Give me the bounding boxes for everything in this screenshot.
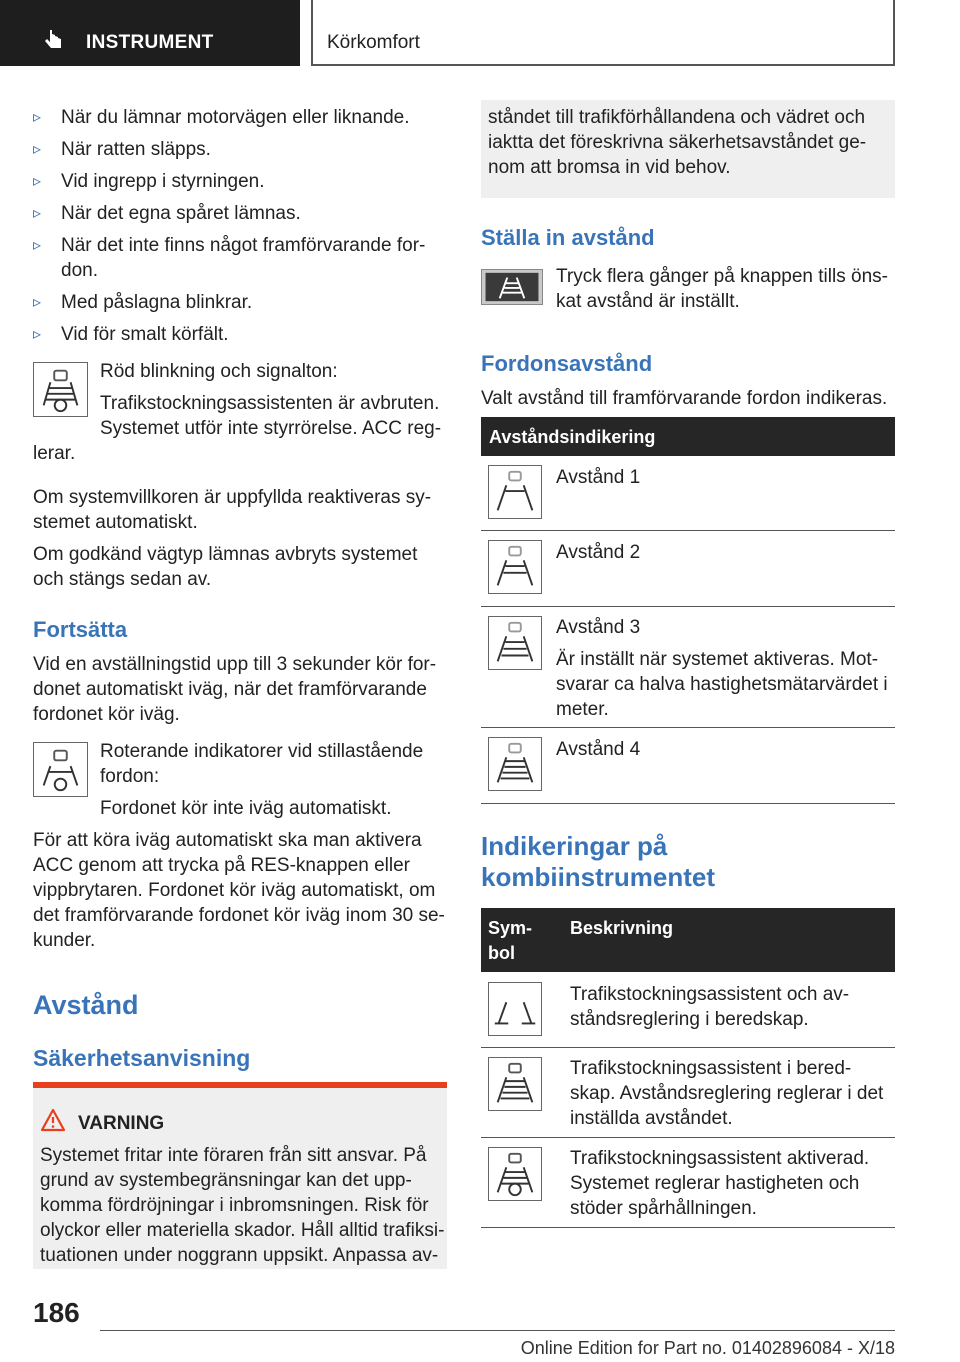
heading-indikeringar: Indikeringar på xyxy=(481,831,668,861)
traffic-jam-standby-icon xyxy=(488,982,542,1036)
fordon-text: Valt avstånd till framförvarande fordon indikeras. xyxy=(481,388,888,409)
paragraph: Vid en avställningstid upp till 3 sekunder kör for- xyxy=(33,654,437,675)
warning-text: grund av systembegränsningar kan det upp- xyxy=(40,1170,412,1191)
chapter-title-box xyxy=(311,0,895,66)
warning-text: nom att bromsa in vid behov. xyxy=(488,157,731,178)
red-blink-text: Systemet utför inte styrrörelse. ACC reg- xyxy=(100,418,442,439)
distance-button-icon xyxy=(481,269,543,305)
heading-avstand: Avstånd xyxy=(33,990,139,1020)
table-divider xyxy=(481,530,895,531)
list-item: ▹ När du lämnar motorvägen eller liknande. xyxy=(33,105,453,130)
rotating-title: fordon: xyxy=(100,766,160,787)
paragraph: Om systemvillkoren är uppfyllda reaktiveras sy- xyxy=(33,487,432,508)
warning-text: tuationen under noggrann uppsikt. Anpassa av- xyxy=(40,1245,439,1266)
table-cell: Trafikstockningsassistent aktiverad. xyxy=(570,1148,870,1169)
table-divider xyxy=(481,1227,895,1228)
table-cell: meter. xyxy=(556,699,609,720)
warning-text: olyckor eller materiella skador. Håll alltid trafiksi- xyxy=(40,1220,445,1241)
table-cell: Avstånd 4 xyxy=(556,739,641,760)
table-divider xyxy=(481,606,895,607)
warning-text: komma fördröjningar i inbromsningen. Risk för xyxy=(40,1195,429,1216)
traffic-jam-standby-regulating-icon xyxy=(488,1057,542,1111)
warning-text: iaktta det föreskrivna säkerhetsavståndet ge- xyxy=(488,132,867,153)
red-blink-text: lerar. xyxy=(33,443,76,464)
table-cell: Trafikstockningsassistent och av- xyxy=(570,984,850,1005)
paragraph: fordonet kör iväg. xyxy=(33,704,180,725)
table-cell: Avstånd 3 xyxy=(556,617,641,638)
heading-fortsatta: Fortsätta xyxy=(33,617,128,642)
table-cell: svarar ca halva hastighetsmätarvärdet i xyxy=(556,674,888,695)
page-number: 186 xyxy=(33,1297,80,1328)
section-tab xyxy=(0,0,300,66)
table-header xyxy=(481,908,895,972)
distance-3-icon xyxy=(488,616,542,670)
column-header-symbol: bol xyxy=(488,943,515,963)
heading-stalla: Ställa in avstånd xyxy=(481,225,655,250)
column-header-symbol: Sym- xyxy=(488,918,533,938)
warning-text: Systemet fritar inte föraren från sitt ansvar. På xyxy=(40,1145,427,1166)
table-header-label: Avståndsindikering xyxy=(489,427,656,447)
table-cell: inställda avståndet. xyxy=(570,1108,733,1129)
table-cell: Avstånd 2 xyxy=(556,542,641,563)
table-divider xyxy=(481,1137,895,1138)
paragraph: kunder. xyxy=(33,930,96,951)
list-item: ▹ När det egna spåret lämnas. xyxy=(33,201,453,226)
rotating-text: Fordonet kör inte iväg automatiskt. xyxy=(100,798,392,819)
chapter-title: Körkomfort xyxy=(327,32,420,53)
table-cell: ståndsreglering i beredskap. xyxy=(570,1009,809,1030)
distance-1-icon xyxy=(488,465,542,519)
table-divider xyxy=(481,727,895,728)
edition-text: Online Edition for Part no. 01402896084 - X/18 xyxy=(520,1338,895,1358)
paragraph: och stängs sedan av. xyxy=(33,569,212,590)
stalla-text: Tryck flera gånger på knappen tills öns- xyxy=(556,266,888,287)
list-item: ▹ När ratten släpps. xyxy=(33,137,453,162)
traffic-jam-assist-stopped-icon xyxy=(33,742,88,797)
list-item: ▹ Vid för smalt körfält. xyxy=(33,322,453,347)
paragraph: det framförvarande fordonet kör iväg inom 30 se- xyxy=(33,905,445,926)
table-cell: Systemet reglerar hastigheten och xyxy=(570,1173,860,1194)
list-item-continuation: don. xyxy=(61,260,98,281)
list-item: ▹ När det inte finns något framförvarande for- xyxy=(33,233,453,258)
warning-title: VARNING xyxy=(78,1113,165,1134)
paragraph: För att köra iväg automatiskt ska man aktivera xyxy=(33,830,422,851)
column-header-description: Beskrivning xyxy=(570,918,674,938)
list-item: ▹ Vid ingrepp i styrningen. xyxy=(33,169,453,194)
paragraph: donet automatiskt iväg, när det framförvarande xyxy=(33,679,427,700)
list-item: ▹ Med påslagna blinkrar. xyxy=(33,290,453,315)
distance-2-icon xyxy=(488,540,542,594)
traffic-jam-assist-red-icon xyxy=(33,362,88,417)
paragraph: ACC genom att trycka på RES-knappen eller xyxy=(33,855,411,876)
heading-indikeringar: kombiinstrumentet xyxy=(481,862,716,892)
paragraph: Om godkänd vägtyp lämnas avbryts systemet xyxy=(33,544,418,565)
table-cell: skap. Avståndsreglering reglerar i det xyxy=(570,1083,884,1104)
red-blink-text: Trafikstockningsassistenten är avbruten. xyxy=(100,393,440,414)
red-blink-title: Röd blinkning och signalton: xyxy=(100,361,338,382)
table-cell: stöder spårhållningen. xyxy=(570,1198,757,1219)
table-cell: Avstånd 1 xyxy=(556,467,641,488)
distance-4-icon xyxy=(488,737,542,791)
paragraph: stemet automatiskt. xyxy=(33,512,198,533)
heading-fordonsavstand: Fordonsavstånd xyxy=(481,351,653,376)
rotating-title: Roterande indikatorer vid stillastående xyxy=(100,741,424,762)
table-divider xyxy=(481,1047,895,1048)
traffic-jam-active-icon xyxy=(488,1147,542,1201)
table-header xyxy=(481,417,895,456)
warning-text: ståndet till trafikförhållandena och vädret och xyxy=(488,107,866,128)
warning-triangle-icon xyxy=(40,1108,66,1132)
hand-pointer-icon xyxy=(40,28,66,54)
table-divider xyxy=(481,803,895,804)
section-label: INSTRUMENT xyxy=(86,32,214,53)
table-cell: Är inställt när systemet aktiveras. Mot- xyxy=(556,649,879,670)
footer-rule xyxy=(100,1330,895,1331)
paragraph: vippbrytaren. Fordonet kör iväg automatiskt, om xyxy=(33,880,436,901)
heading-sakerhet: Säkerhetsanvisning xyxy=(33,1045,251,1071)
table-cell: Trafikstockningsassistent i bered- xyxy=(570,1058,852,1079)
stalla-text: kat avstånd är inställt. xyxy=(556,291,740,312)
